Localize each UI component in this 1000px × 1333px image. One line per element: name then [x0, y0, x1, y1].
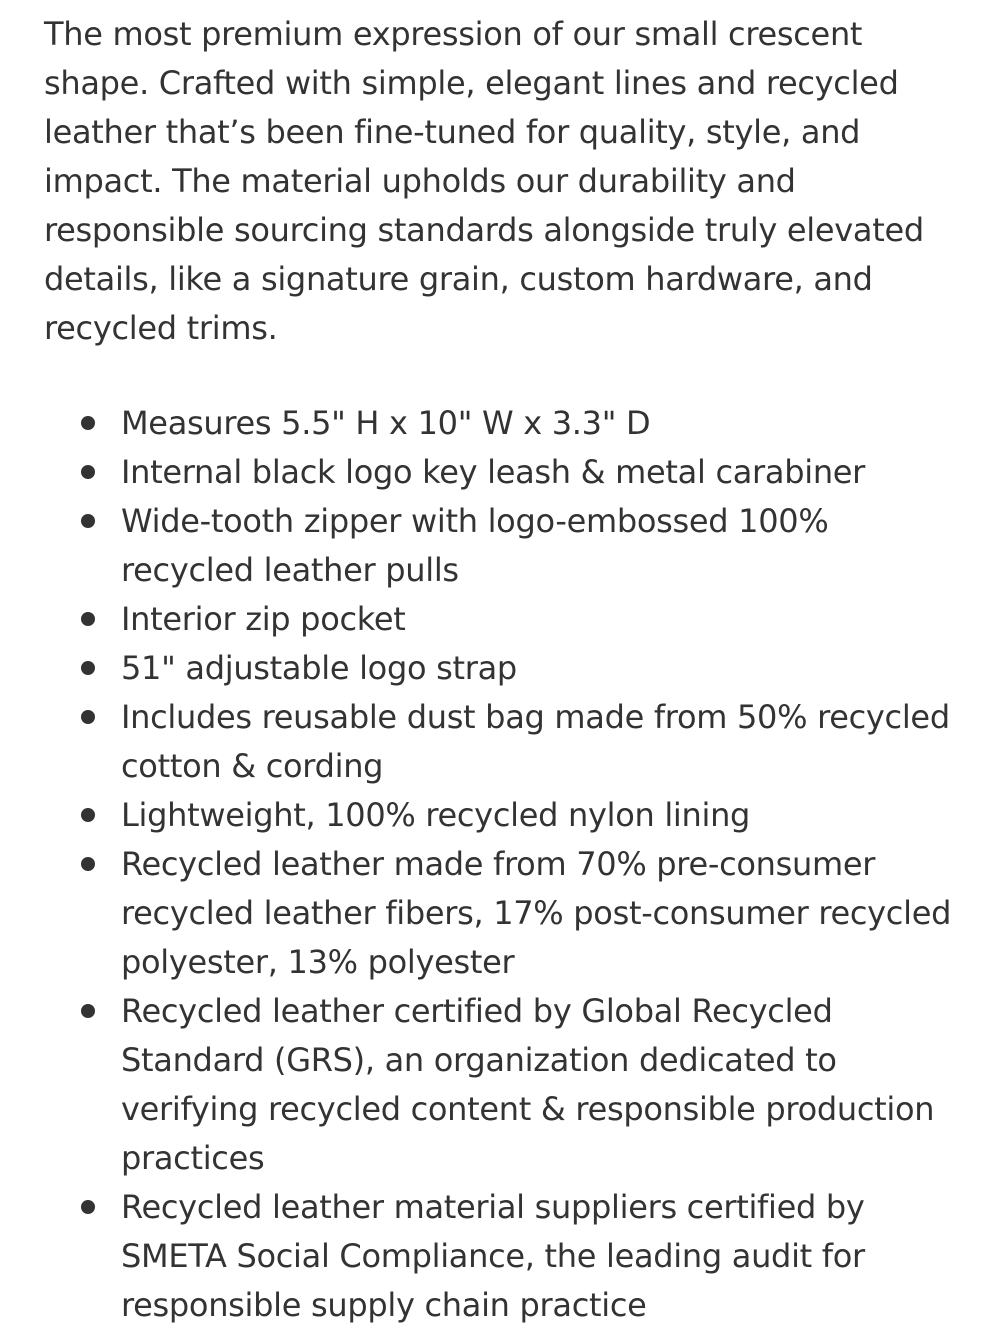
- bullet-icon: [81, 661, 95, 675]
- feature-list: [44, 399, 964, 1330]
- feature-item: [121, 497, 964, 595]
- bullet-icon: [81, 857, 95, 871]
- bullet-icon: [81, 514, 95, 528]
- feature-item: [121, 791, 964, 840]
- feature-item: [121, 448, 964, 497]
- feature-text: Lightweight, 100% recycled nylon lining: [121, 796, 751, 834]
- feature-text: Wide-tooth zipper with logo-embossed 100% recycled leather pulls: [121, 502, 829, 589]
- bullet-icon: [81, 612, 95, 626]
- feature-text: 51" adjustable logo strap: [121, 649, 517, 687]
- bullet-icon: [81, 1004, 95, 1018]
- bullet-icon: [81, 416, 95, 430]
- feature-text: Recycled leather certified by Global Recycled Standard (GRS), an organization dedicated to verifying recycled content & responsible production practices: [121, 992, 935, 1177]
- feature-item: [121, 644, 964, 693]
- feature-text: Measures 5.5" H x 10" W x 3.3" D: [121, 404, 651, 442]
- feature-item: [121, 1183, 964, 1330]
- feature-text: Recycled leather material suppliers certified by SMETA Social Compliance, the leading audit for responsible supply chain practice: [121, 1188, 865, 1324]
- bullet-icon: [81, 465, 95, 479]
- bullet-icon: [81, 710, 95, 724]
- product-details: [44, 10, 964, 1330]
- product-description: The most premium expression of our small crescent shape. Crafted with simple, elegant lines and recycled leather that’s been fine-tuned for quality, style, and impact. The material upholds our durability and responsible sourcing standards alongside truly elevated details, like a signature grain, custom hardware, and recycled trims.: [44, 15, 924, 347]
- feature-text: Internal black logo key leash & metal carabiner: [121, 453, 866, 491]
- feature-item: [121, 595, 964, 644]
- feature-item: [121, 987, 964, 1183]
- feature-item: [121, 840, 964, 987]
- feature-item: [121, 399, 964, 448]
- feature-text: Interior zip pocket: [121, 600, 406, 638]
- feature-item: [121, 693, 964, 791]
- bullet-icon: [81, 1200, 95, 1214]
- bullet-icon: [81, 808, 95, 822]
- feature-text: Includes reusable dust bag made from 50% recycled cotton & cording: [121, 698, 950, 785]
- feature-text: Recycled leather made from 70% pre-consumer recycled leather fibers, 17% post-consumer recycled polyester, 13% polyester: [121, 845, 952, 981]
